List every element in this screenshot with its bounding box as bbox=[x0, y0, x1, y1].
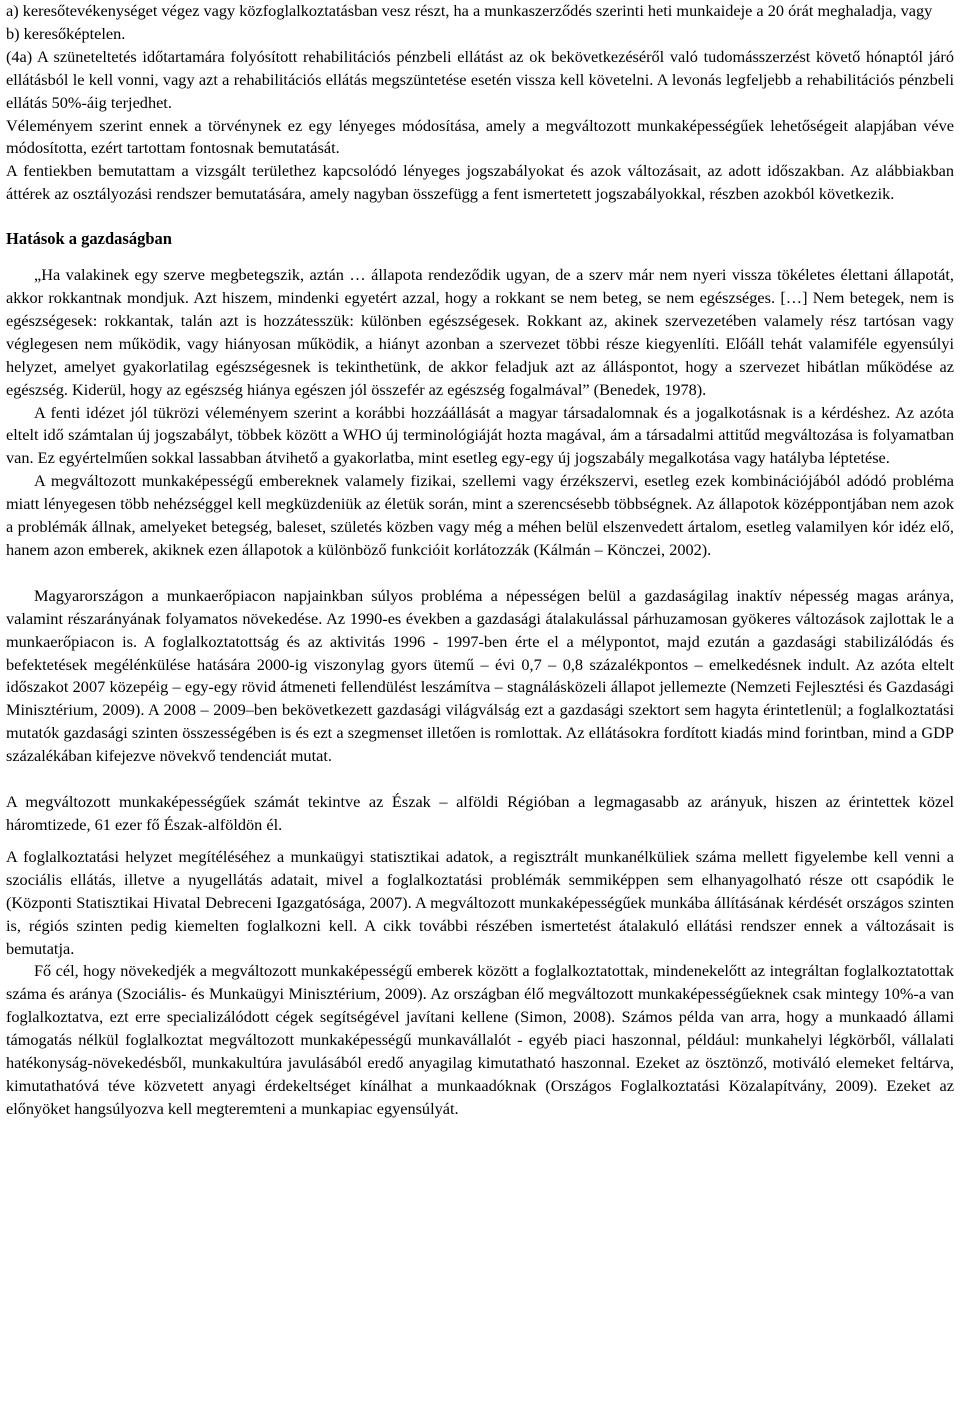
paragraph-region: A megváltozott munkaképességűek számát tekintve az Észak – alföldi Régióban a legmagasabb az arányuk, hiszen az érintettek közel háromtizede, 61 ezer fő Észak-alföldön él. bbox=[6, 792, 954, 834]
list-item-b: b) keresőképtelen. bbox=[6, 23, 126, 43]
section-heading: Hatások a gazdaságban bbox=[6, 229, 172, 249]
paragraph-statistics: A foglalkoztatási helyzet megítéléséhez a munkaügyi statisztikai adatok, a regisztrált munkanélküliek száma mellett figyelembe kell venni a szociális ellátás, illetve a nyugellátás adatait, mivel a foglalkoztatási problémák semmiképpen sem elhanyagolható része ott csapódik le (Központi Statisztikai Hivatal Debreceni Igazgatósága, 2007). A megváltozott munkaképességűek munkába állításának kérdését országos szinten is, régiós szinten pedig kiemelten foglalkozni kell. A cikk további részében ismertetést átalakuló ellátási rendszer ennek a változásait is bemutatja. bbox=[6, 846, 954, 958]
list-item-a: a) keresőtevékenységet végez vagy közfoglalkoztatásban vesz részt, ha a munkaszerződés szerinti heti munkaideje a 20 órát meghaladja, vagy bbox=[6, 1, 933, 20]
paragraph-difficulties: A megváltozott munkaképességű embereknek valamely fizikai, szellemi vagy érzékszervi, esetleg ezek kombinációjából adódó probléma miatt lényegesen több nehézséggel kell megküzdeniük az életük során, mint a szerencsésebb többségnek. Az állapotok középpontjában nem azok a problémák állnak, amelyeket betegség, baleset, születés közben vagy még a méhen belül elszenvedett ártalom, esetleg valamilyen kór idéz elő, hanem azon emberek, akiknek ezen állapotok a különböző funkcióit korlátozzák (Kálmán – Könczei, 2002). bbox=[6, 471, 954, 559]
paragraph-goal: Fő cél, hogy növekedjék a megváltozott munkaképességű emberek között a foglalkoztatottak, mindenekelőtt az integráltan foglalkoztatottak száma és aránya (Szociális- és Munkaügyi Minisztérium, 2009). Az országban élő megváltozott munkaképességűeknek csak mintegy 10%-a van foglalkoztatva, ezt erre specializálódott cégek segítségével javítani kellene (Simon, 2008). Számos példa van arra, hogy a munkaadó állami támogatás nélkül foglalkoztat megváltozott munkaképességű munkavállalót - egyéb piaci haszonnal, például: munkahelyi légkörből, vállalati hatékonyság-növekedésből, munkakultúra javulásából eredő anyagilag kimutatható haszonnal. Ezeket az ösztönző, motiváló elemeket feltárva, kimutathatóvá téve közvetett anyagi érdekeltséget kínálhat a munkaadóknak (Országos Foglalkoztatási Közalapítvány, 2009). Ezeket az előnyöket hangsúlyozva kell megteremteni a munkapiac egyensúlyát. bbox=[6, 961, 954, 1118]
paragraph-hungary: Magyarországon a munkaerőpiacon napjainkban súlyos probléma a népességen belül a gazdaságilag inaktív népesség magas aránya, valamint részarányának folyamatos növekedése. Az 1990-es években a gazdasági átalakulással párhuzamosan gyökeres változások zajlottak le a munkaerőpiacon is. A foglalkoztatottság és az aktivitás 1996 - 1997-ben érte el a mélypontot, majd ezután a gazdasági stabilizálódás és befektetések megélénkülése hatására 2000-ig viszonylag gyors ütemű – évi 0,7 – 0,8 százalékpontos – emelkedésnek indult. Az azóta eltelt időszakot 2007 közepéig – egy-egy rövid átmeneti fellendülést leszámítva – stagnálásközeli állapot jellemezte (Nemzeti Fejlesztési és Gazdasági Minisztérium, 2009). A 2008 – 2009–ben bekövetkezett gazdasági világválság ezt a gazdasági szektort sem hagyta érintetlenül; a foglalkoztatási mutatók gazdasági szinten összességében is és ezt a szegmenset illetően is romlottak. Az ellátásokra fordított kiadás mind forintban, mind a GDP százalékában kifejezve növekvő tendenciát mutat. bbox=[6, 585, 954, 766]
paragraph-4a: (4a) A szüneteltetés időtartamára folyósított rehabilitációs pénzbeli ellátást az ok bekövetkezéséről való tudomásszerzést követő hónaptól járó ellátásból le kell vonni, vagy azt a rehabilitációs ellátás megszüntetése esetén vissza kell követelni. A levonás legfeljebb a rehabilitációs pénzbeli ellátás 50%-áig terjedhet. bbox=[6, 46, 954, 112]
paragraph-reflection: A fenti idézet jól tükrözi véleményem szerint a korábbi hozzáállását a magyar társadalomnak és a jogalkotásnak is a kérdéshez. Az azóta eltelt idő számtalan új jogszabályt, többek között a WHO új terminológiáját hozta magával, ám a társadalmi attitűd megváltozása is folyamatban van. Ez egyértelműen sokkal lassabban átvihető a gyakorlatba, mint esetleg egy-egy új jogszabály megalkotása vagy hatályba léptetése. bbox=[6, 402, 954, 468]
paragraph-opinion: Véleményem szerint ennek a törvénynek ez egy lényeges módosítása, amely a megváltozott munkaképességűek lehetőségeit alapjában véve módosította, ezért tartottam fontosnak bemutatását. bbox=[6, 115, 954, 158]
paragraph-quote: „Ha valakinek egy szerve megbetegszik, aztán … állapota rendeződik ugyan, de a szerv már nem nyeri vissza tökéletes élettani állapotát, akkor rokkantnak mondjuk. Azt hiszem, mindenki egyetért azzal, hogy a rokkant se nem beteg, se nem egészséges. […] Nem betegek, nem is egészségesek: rokkantak, talán azt is hozzátesszük: különben egészségesek. Rokkant az, akinek szervezetében valamely rész tartósan vagy véglegesen nem működik, vagy hiányosan működik, a hiányt azonban a szervezet többi része kiegyenlíti. Előáll tehát valamiféle egyensúlyi helyzet, amelyet gyakorlatilag egészségesnek is tekinthetünk, de akkor feladjuk azt az álláspontot, hogy a szervezet hibátlan működése az egészség. Kiderül, hogy az egészség hiánya egészen jól összefér az egészség fogalmával” (Benedek, 1978). bbox=[6, 265, 954, 399]
paragraph-summary: A fentiekben bemutattam a vizsgált területhez kapcsolódó lényeges jogszabályokat és azok változásait, az adott időszakban. Az alábbiakban áttérek az osztályozási rendszer bemutatására, amely nagyban összefügg a fent ismertetett jogszabályokkal, részben azokból következik. bbox=[6, 161, 954, 204]
